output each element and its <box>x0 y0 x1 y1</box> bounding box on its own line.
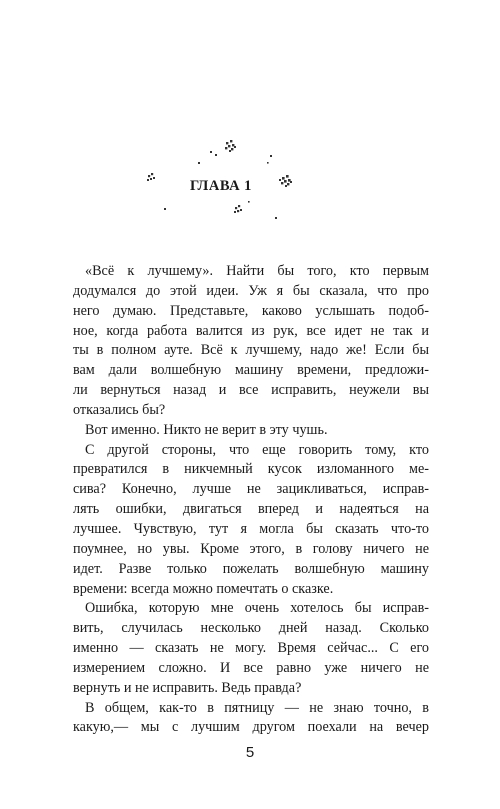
text-line: С другой стороны, что еще говорить тому, кто <box>85 441 429 458</box>
text-line: времени: всегда можно помечтать о сказке. <box>73 580 334 597</box>
text-line: измерением сложно. И все равно уже ничего не <box>73 659 429 676</box>
page-number: 5 <box>245 744 255 761</box>
text-line: ли вернуться назад и все исправить, неужели вы <box>73 382 429 399</box>
text-line: поумнее, но увы. Кроме этого, в голову ничего не <box>73 540 429 557</box>
text-line: лять ошибки, двигаться вперед и надеяться на <box>73 501 429 518</box>
sparkle-icon <box>147 173 155 181</box>
text-line: додумался до этой идеи. Уж я бы сказала, что про <box>73 282 429 299</box>
text-line: вить, случилась несколько дней назад. Сколько <box>73 620 429 637</box>
text-line: вернуть и не исправить. Ведь правда? <box>73 679 302 696</box>
chapter-body-text <box>73 262 429 738</box>
text-line: именно — сказать не могу. Время сейчас... С его <box>73 640 429 657</box>
text-line: Ошибка, которую мне очень хотелось бы исправ- <box>85 600 429 617</box>
text-line: ты в полном ауте. Всё к лучшему, надо же! Если бы <box>73 342 429 359</box>
text-line: сива? Конечно, лучше не зацикливаться, исправ- <box>73 481 429 498</box>
sparkle-icon <box>225 140 236 152</box>
text-line: В общем, как-то в пятницу — не знаю точно, в <box>85 699 429 716</box>
text-line: «Всё к лучшему». Найти бы того, кто первым <box>85 263 429 279</box>
chapter-title: ГЛАВА 1 <box>190 178 252 194</box>
text-line: идет. Разве только пожелать волшебную машину <box>73 560 429 577</box>
text-line: какую,— мы с лучшим другом поехали на вечер <box>73 719 429 736</box>
text-line: отказались бы? <box>73 401 166 418</box>
text-line: него думаю. Представьте, каково услышать подоб- <box>73 302 429 319</box>
sparkle-icon <box>234 205 242 213</box>
text-line: превратился в никчемный кусок изломанного ме- <box>73 461 429 478</box>
text-line: ное, когда работа валится из рук, все идет не так и <box>73 322 429 339</box>
text-line: Вот именно. Никто не верит в эту чушь. <box>85 421 328 438</box>
text-line: лучшее. Чувствую, тут я могла бы сказать что-то <box>73 520 429 537</box>
text-line: вам дали волшебную машину времени, предложи- <box>73 362 429 379</box>
